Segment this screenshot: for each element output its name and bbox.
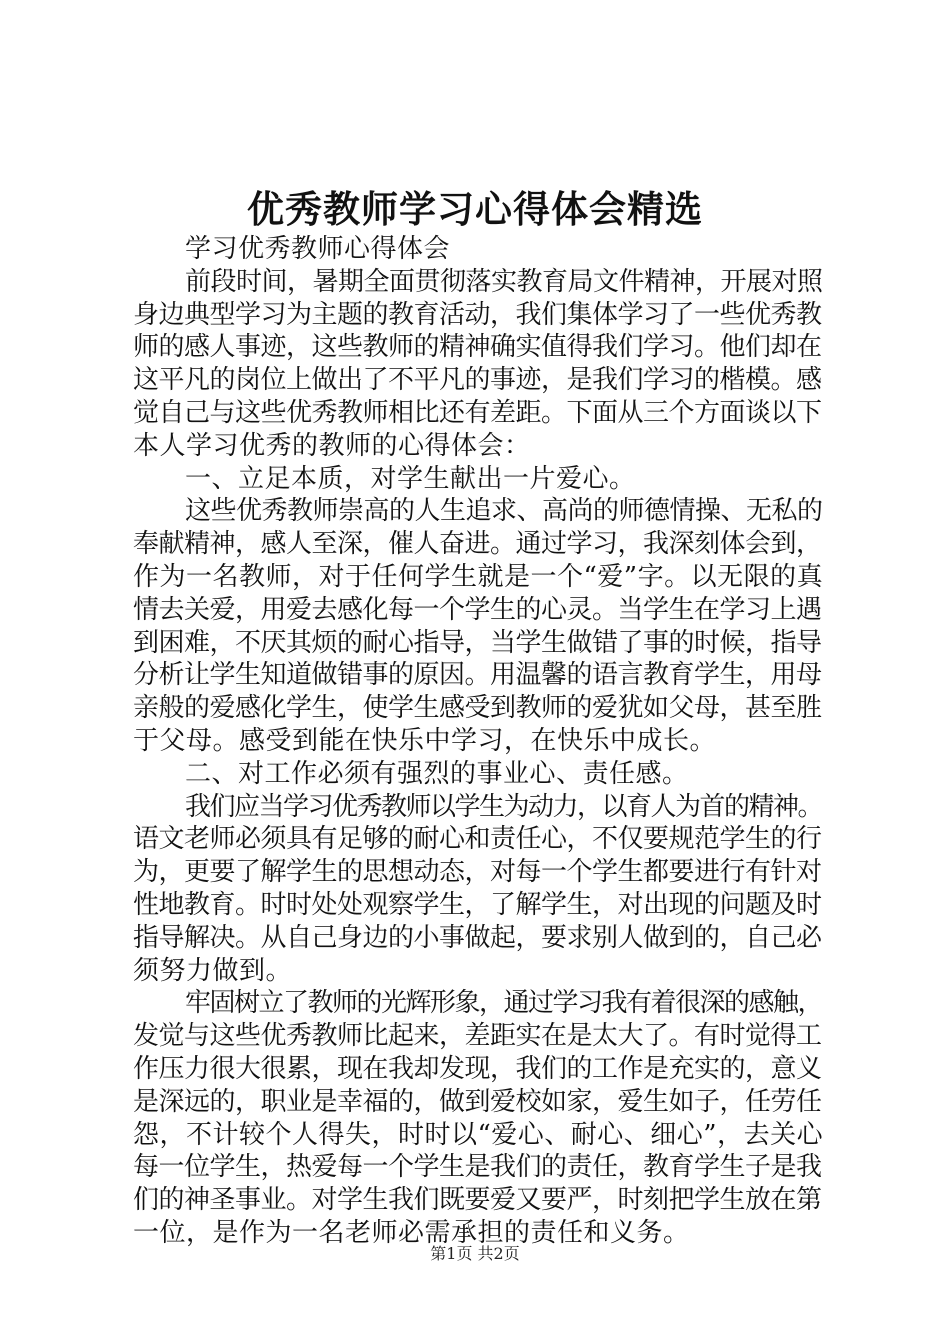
text-line: 一位，是作为一名老师必需承担的责任和义务。 xyxy=(133,1217,690,1248)
text-line: 牢固树立了教师的光辉形象，通过学习我有着很深的感触， xyxy=(185,988,823,1019)
text-line: 到困难，不厌其烦的耐心指导，当学生做错了事的时候，指导 xyxy=(133,627,822,658)
text-line: 亲般的爱感化学生，使学生感受到教师的爱犹如父母，甚至胜 xyxy=(133,693,822,724)
text-line: 师的感人事迹，这些教师的精神确实值得我们学习。他们却在 xyxy=(133,332,822,363)
text-line: 这些优秀教师崇高的人生追求、高尚的师德情操、无私的 xyxy=(185,496,823,527)
text-line: 前段时间，暑期全面贯彻落实教育局文件精神，开展对照 xyxy=(185,266,823,297)
text-line: 分析让学生知道做错事的原因。用温馨的语言教育学生，用母 xyxy=(133,660,822,691)
text-line: 发觉与这些优秀教师比起来，差距实在是太大了。有时觉得工 xyxy=(133,1021,822,1052)
text-line: 指导解决。从自己身边的小事做起，要求别人做到的，自己必 xyxy=(133,922,822,953)
text-line: 语文老师必须具有足够的耐心和责任心，不仅要规范学生的行 xyxy=(133,824,822,855)
document-body xyxy=(133,233,823,1250)
text-line: 奉献精神，感人至深，催人奋进。通过学习，我深刻体会到， xyxy=(133,529,822,560)
text-line: 于父母。感受到能在快乐中学习，在快乐中成长。 xyxy=(133,725,717,756)
text-line: 为，更要了解学生的思想动态，对每一个学生都要进行有针对 xyxy=(133,857,822,888)
text-line: 这平凡的岗位上做出了不平凡的事迹，是我们学习的楷模。感 xyxy=(133,365,822,396)
text-line: 本人学习优秀的教师的心得体会： xyxy=(133,430,531,461)
text-line: 性地教育。时时处处观察学生，了解学生，对出现的问题及时 xyxy=(133,889,822,920)
document-title: 优秀教师学习心得体会精选 xyxy=(247,187,703,231)
text-line: 须努力做到。 xyxy=(133,955,293,986)
text-line: 二、对工作必须有强烈的事业心、责任感。 xyxy=(185,758,689,789)
text-line: 觉自己与这些优秀教师相比还有差距。下面从三个方面谈以下 xyxy=(133,397,822,428)
text-line: 怨，不计较个人得失，时时以“爱心、耐心、细心”，去关心 xyxy=(133,1119,824,1150)
page-footer: 第1页 共2页 xyxy=(430,1244,520,1263)
text-line: 们的神圣事业。对学生我们既要爱又要严，时刻把学生放在第 xyxy=(133,1185,822,1216)
text-line: 情去关爱，用爱去感化每一个学生的心灵。当学生在学习上遇 xyxy=(133,594,822,625)
text-line: 学习优秀教师心得体会 xyxy=(185,234,451,264)
text-line: 作压力很大很累，现在我却发现，我们的工作是充实的，意义 xyxy=(133,1053,822,1084)
text-line: 作为一名教师，对于任何学生就是一个“爱”字。以无限的真 xyxy=(133,561,824,592)
text-line: 是深远的，职业是幸福的，做到爱校如家，爱生如子，任劳任 xyxy=(133,1086,822,1117)
text-line: 每一位学生，热爱每一个学生是我们的责任，教育学生子是我 xyxy=(133,1152,822,1183)
text-line: 身边典型学习为主题的教育活动，我们集体学习了一些优秀教 xyxy=(133,299,822,330)
text-line: 我们应当学习优秀教师以学生为动力，以育人为首的精神。 xyxy=(185,791,823,822)
text-line: 一、立足本质，对学生献出一片爱心。 xyxy=(185,463,636,494)
